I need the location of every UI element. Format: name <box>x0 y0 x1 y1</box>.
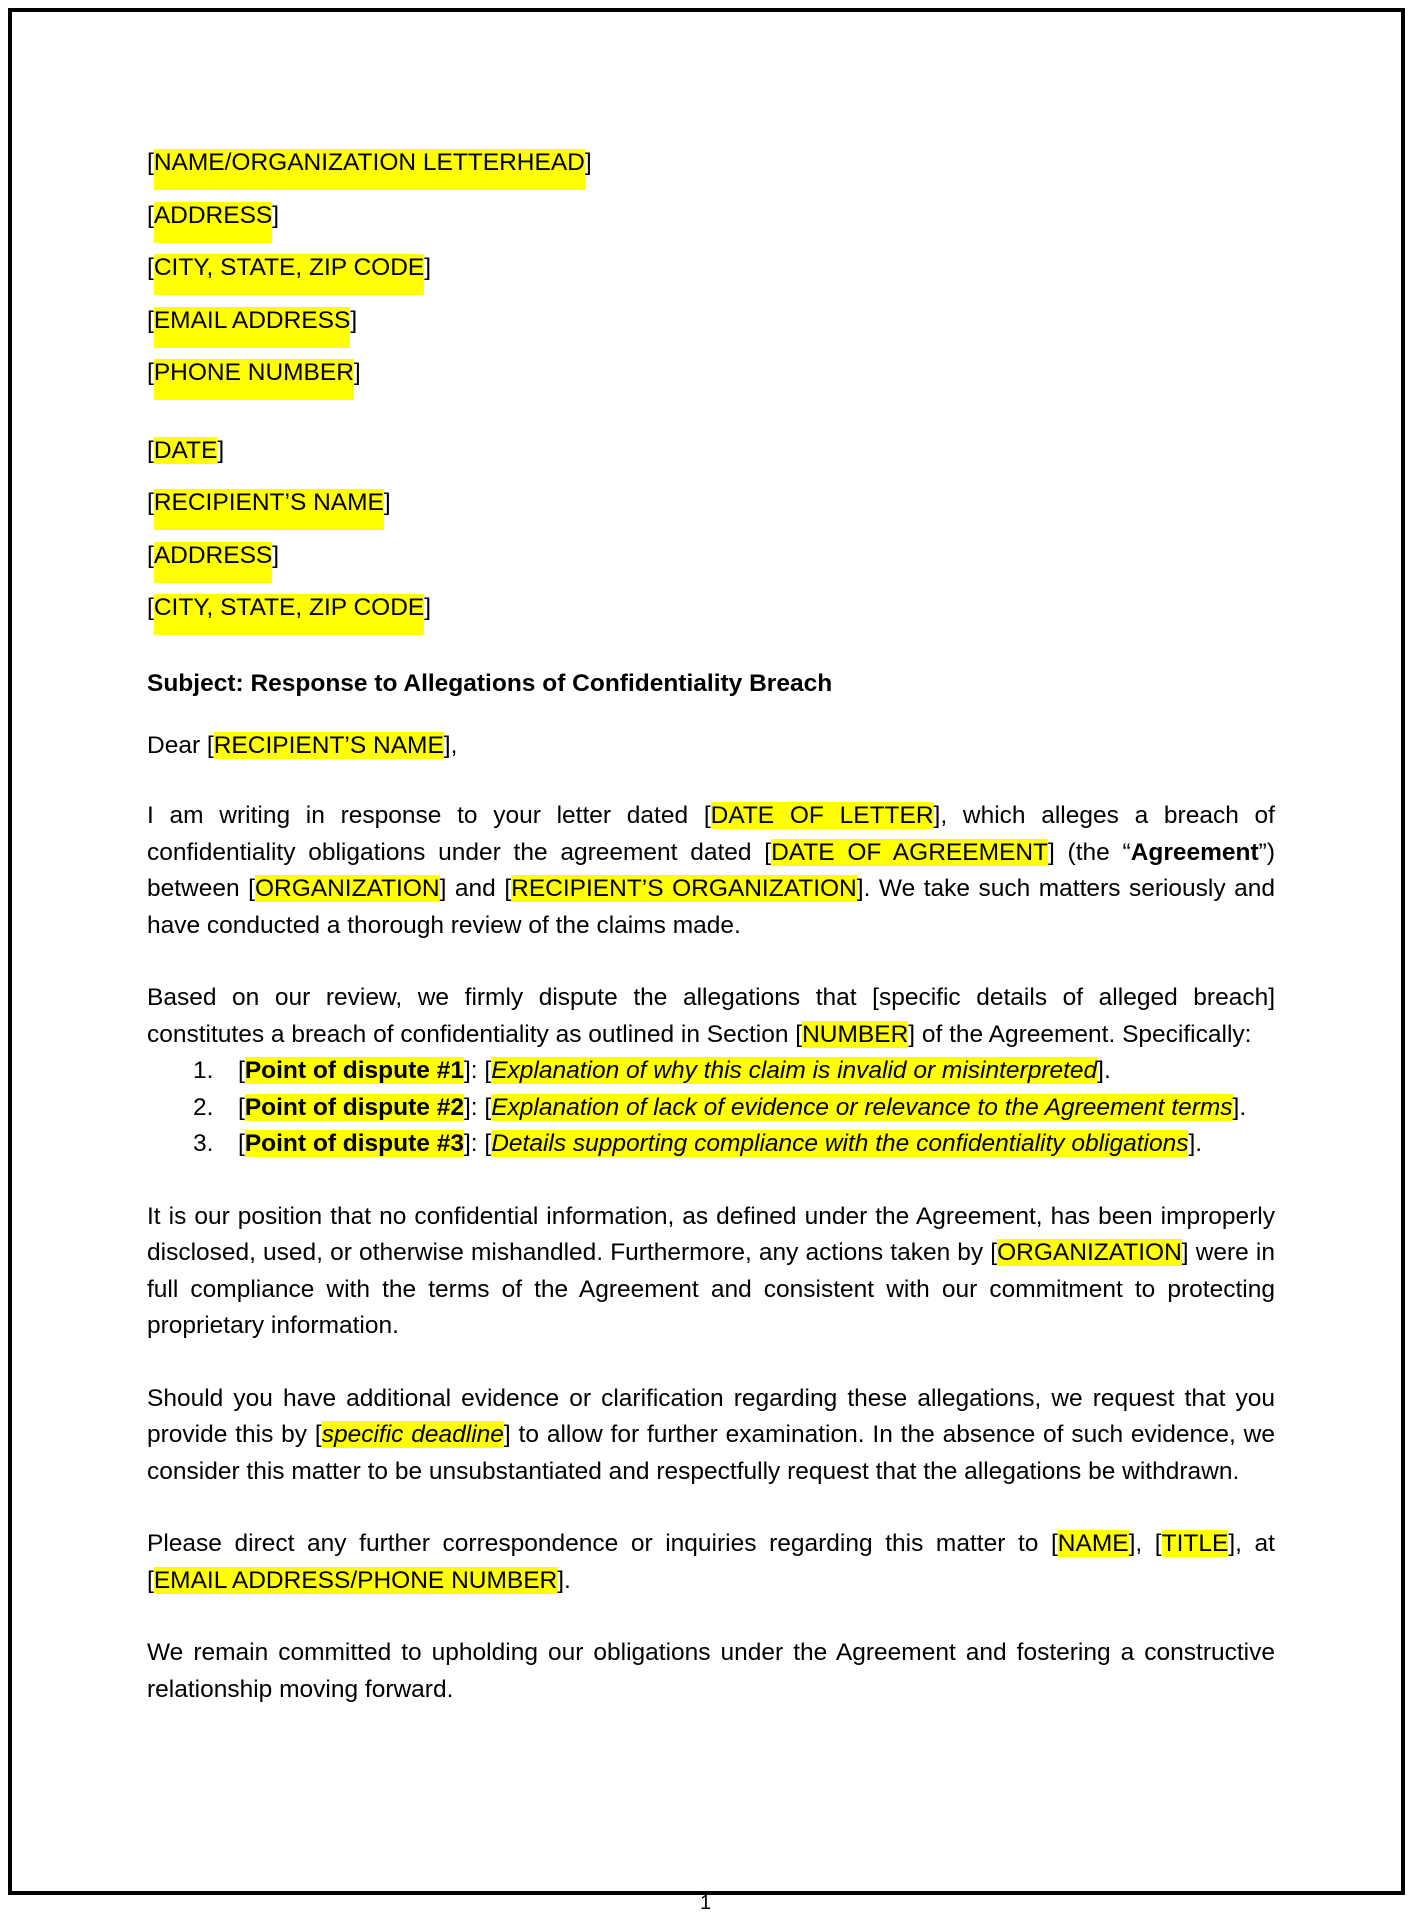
letterhead-address: ADDRESS <box>154 202 272 243</box>
recipient-city-state-zip: CITY, STATE, ZIP CODE <box>154 594 424 635</box>
letterhead-name-line: [NAME/ORGANIZATION LETTERHEAD] <box>147 145 1275 198</box>
specific-deadline: specific deadline <box>321 1421 504 1448</box>
dispute-point: Point of dispute #1 <box>244 1057 464 1084</box>
agreement-term: Agreement <box>1130 838 1259 866</box>
recipient-name: RECIPIENT’S NAME <box>154 489 384 530</box>
recipient-block <box>147 433 1275 643</box>
letter-date: DATE <box>153 436 218 464</box>
contact-title: TITLE <box>1161 1530 1229 1557</box>
para5-text-1: Please direct any further correspondence or inquiries regarding this matter to [ <box>147 1530 1058 1557</box>
letterhead-email-line: [EMAIL ADDRESS] <box>147 303 1275 356</box>
letterhead-city-state-zip: CITY, STATE, ZIP CODE <box>154 254 424 295</box>
para5-text-3: ], at [ <box>147 1530 1275 1594</box>
letterhead-email: EMAIL ADDRESS <box>154 307 351 348</box>
para2-text-2: ] of the Agreement. Specifically: <box>908 1020 1252 1048</box>
greeting-suffix: ], <box>443 731 458 759</box>
para3-text-2: ] were in full compliance with the terms of the Agreement and consistent with our commitment to protecting proprietary information. <box>147 1239 1275 1339</box>
dispute-detail: Details supporting compliance with the confidentiality obligations <box>491 1130 1189 1157</box>
dispute-list <box>147 1053 1275 1163</box>
letterhead-phone: PHONE NUMBER <box>154 359 354 400</box>
recipient-name-line: [RECIPIENT’S NAME] <box>147 485 1275 538</box>
para1-text-3: ] (the “ <box>1047 838 1131 866</box>
page-number: 1 <box>700 1892 712 1914</box>
list-number: 3. <box>193 1130 214 1157</box>
greeting: Dear [RECIPIENT’S NAME], <box>147 731 458 759</box>
contact-email-phone: EMAIL ADDRESS/PHONE NUMBER <box>153 1566 558 1594</box>
para1-text-4: ”) between [ <box>147 838 1275 902</box>
list-number: 2. <box>193 1093 214 1121</box>
section-number: NUMBER <box>802 1020 909 1048</box>
letterhead-block <box>147 145 1275 408</box>
para4-text-1: Should you have additional evidence or clarification regarding these allegations, we request that you provide this by [ <box>147 1384 1275 1448</box>
paragraph-1 <box>147 798 1275 944</box>
para3-text-1: It is our position that no confidential information, as defined under the Agreement, has been improperly disclosed, used, or otherwise mishandled. Furthermore, any actions taken by [ <box>147 1202 1275 1266</box>
dispute-detail: Explanation of lack of evidence or relevance to the Agreement terms <box>491 1093 1233 1121</box>
para2-text-1: Based on our review, we firmly dispute the allegations that [specific details of alleged breach] constitutes a breach of confidentiality as outlined in Section [ <box>147 984 1275 1048</box>
paragraph-6: We remain committed to upholding our obligations under the Agreement and fostering a constructive relationship moving forward. <box>147 1639 1275 1703</box>
letterhead-address-line: [ADDRESS] <box>147 198 1275 251</box>
para4-text-2: ] to allow for further examination. In the absence of such evidence, we consider this matter to be unsubstantiated and respectfully request that the allegations be withdrawn. <box>147 1421 1275 1485</box>
dispute-point: Point of dispute #2 <box>244 1093 464 1121</box>
organization: ORGANIZATION <box>997 1239 1182 1266</box>
greeting-name: RECIPIENT’S NAME <box>213 731 444 759</box>
date-of-letter: DATE OF LETTER <box>710 802 934 829</box>
subject-line: Subject: Response to Allegations of Confidentiality Breach <box>147 669 833 697</box>
recipient-organization: RECIPIENT’S ORGANIZATION <box>511 875 857 902</box>
recipient-address: ADDRESS <box>154 542 272 583</box>
para1-text-6: ]. We take such matters seriously and have conducted a thorough review of the claims made. <box>147 875 1276 939</box>
recipient-address-line: [ADDRESS] <box>147 538 1275 591</box>
paragraph-3 <box>147 1199 1275 1345</box>
para1-text-5: ] and [ <box>439 875 512 902</box>
letter-body <box>147 145 1275 1708</box>
para5-text-2: ], [ <box>1128 1530 1162 1557</box>
para1-text-2: ], which alleges a breach of confidentiality obligations under the agreement dated [ <box>147 802 1275 866</box>
list-item: 2. [Point of dispute #2]: [Explanation of lack of evidence or relevance to the Agreement terms]. <box>147 1090 1275 1127</box>
organization: ORGANIZATION <box>254 875 440 902</box>
list-number: 1. <box>193 1057 214 1084</box>
date-of-agreement: DATE OF AGREEMENT <box>771 838 1048 866</box>
dispute-point: Point of dispute #3 <box>244 1130 464 1157</box>
para1-text-1: I am writing in response to your letter dated [ <box>147 802 711 829</box>
para5-text-4: ]. <box>557 1566 571 1594</box>
greeting-prefix: Dear <box>147 731 207 759</box>
dispute-detail: Explanation of why this claim is invalid or misinterpreted <box>491 1057 1098 1084</box>
list-item: 1. [Point of dispute #1]: [Explanation of why this claim is invalid or misinterpreted]. <box>147 1053 1275 1090</box>
list-item: 3. [Point of dispute #3]: [Details supporting compliance with the confidentiality obligations]. <box>147 1126 1275 1163</box>
letterhead-city-line: [CITY, STATE, ZIP CODE] <box>147 250 1275 303</box>
paragraph-4 <box>147 1381 1275 1491</box>
contact-name: NAME <box>1057 1530 1129 1557</box>
recipient-city-line: [CITY, STATE, ZIP CODE] <box>147 590 1275 643</box>
paragraph-2 <box>147 980 1275 1053</box>
letterhead-phone-line: [PHONE NUMBER] <box>147 355 1275 408</box>
date-line: [DATE] <box>147 436 225 464</box>
letterhead-name: NAME/ORGANIZATION LETTERHEAD <box>154 149 585 190</box>
paragraph-5 <box>147 1526 1275 1599</box>
